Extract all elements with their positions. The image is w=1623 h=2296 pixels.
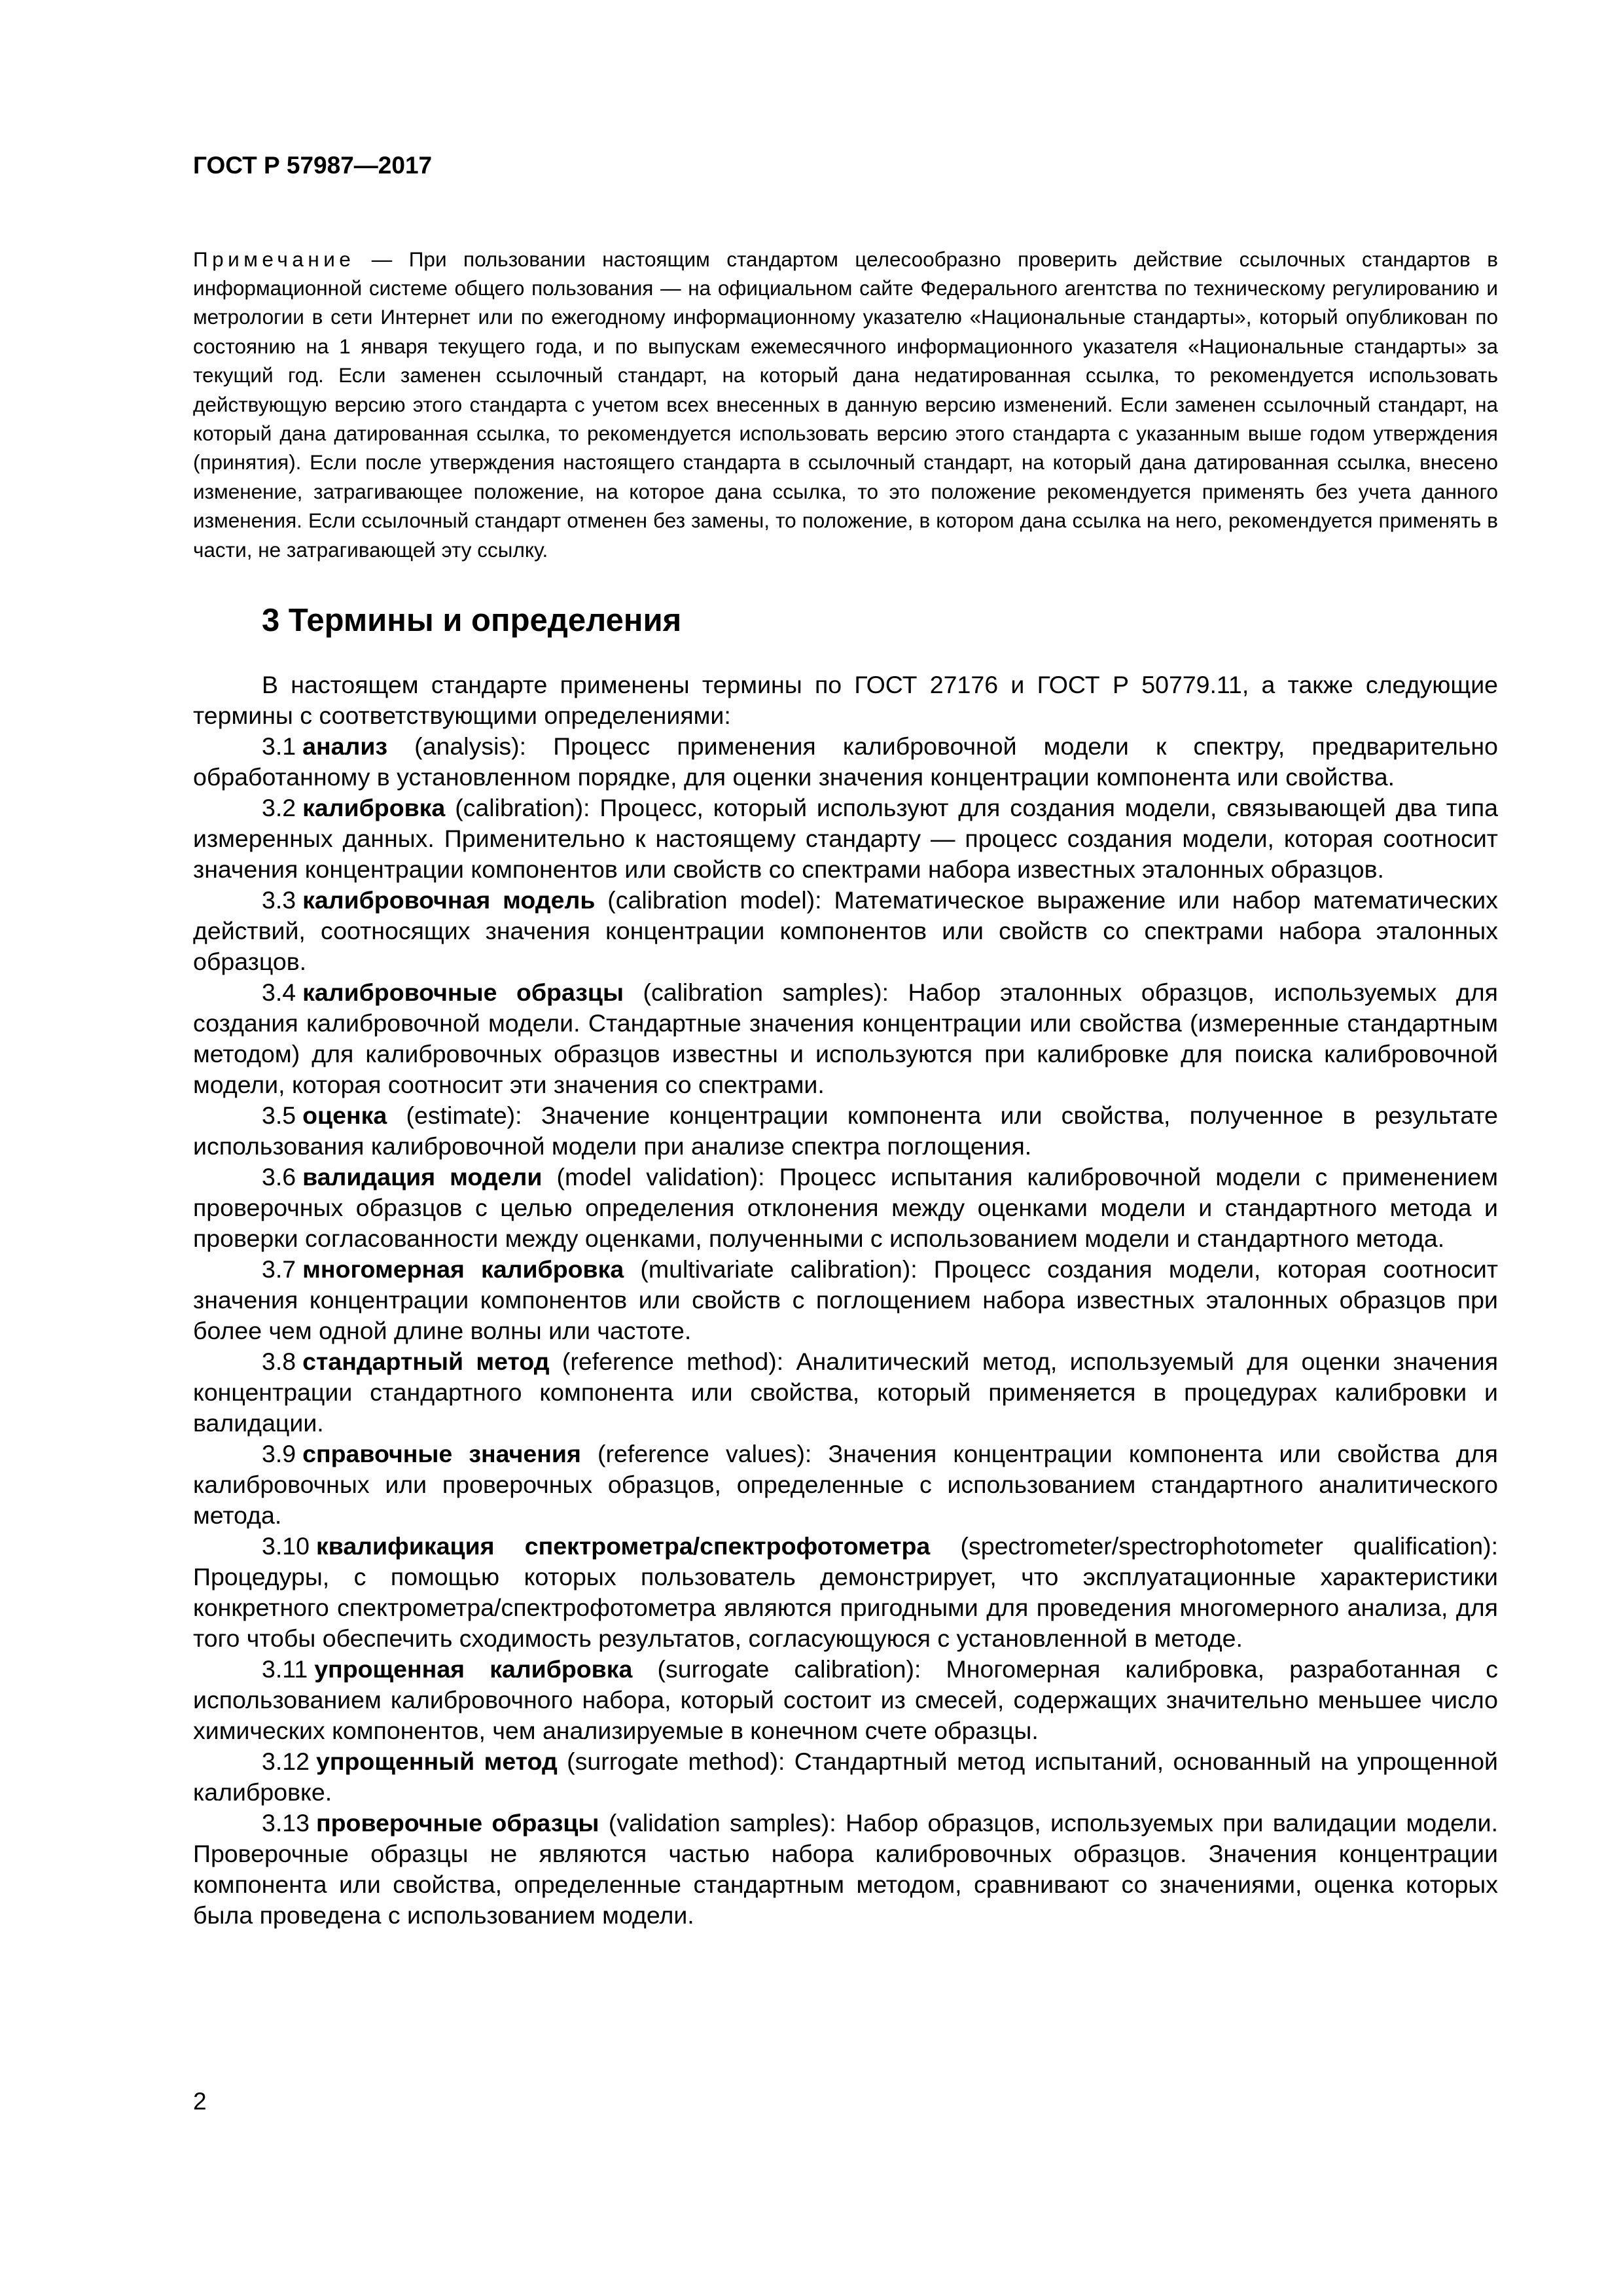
term-number: 3.2 [262,794,296,821]
term-definition [193,1808,1498,1931]
term-text: (reference method): Аналитический метод, используемый для оценки значения концентрации стандартного компонента или свойства, который применяется в процедурах калибровки и валидации. [193,1348,1499,1437]
section-intro: В настоящем стандарте применены термины по ГОСТ 27176 и ГОСТ Р 50779.11, а также следующие термины с соответствующими определениями: [193,671,1498,729]
term-number: 3.9 [262,1440,296,1467]
term-title: справочные значения [302,1440,581,1467]
term-definition [193,731,1498,793]
term-title: валидация модели [302,1163,543,1191]
term-title: оценка [302,1102,387,1129]
term-definition [193,885,1498,977]
term-definition [193,1254,1498,1346]
term-definition [193,1162,1498,1254]
term-text: (model validation): Процесс испытания калибровочной модели с применением проверочных образцов с целью определения отклонения между оценками модели и стандартного метода и проверки согласованности между оценками, полученными с использованием модели и стандартного метода. [193,1163,1498,1252]
term-title: калибровка [302,794,446,821]
term-definition [193,1654,1498,1746]
term-title: стандартный метод [302,1348,550,1375]
note-text: — При пользовании настоящим стандартом целесообразно проверить действие ссылочных стандартов в информационной системе общего пользования — на официальном сайте Федерального агентства по техническому регулированию и метрологии в сети Интернет или по ежегодному информационному указателю «Национальные стандарты», который опубликован по состоянию на 1 января текущего года, и по выпускам ежемесячного информационного указателя «Национальные стандарты» за текущий год. Если заменен ссылочный стандарт, на который дана недатированная ссылка, то рекомендуется использовать действующую версию этого стандарта с учетом всех внесенных в данную версию изменений. Если заменен ссылочный стандарт, на который дана датированная ссылка, то рекомендуется использовать версию этого стандарта с указанным выше годом утверждения (принятия). Если после утверждения настоящего стандарта в ссылочный стандарт, на который дана датированная ссылка, внесено изменение, затрагивающее положение, на которое дана ссылка, то это положение рекомендуется применять без учета данного изменения. Если ссылочный стандарт отменен без замены, то положение, в котором дана ссылка на него, рекомендуется применять в части, не затрагивающей эту ссылку. [193,247,1498,562]
reference-note [193,245,1498,564]
term-number: 3.3 [262,886,296,914]
term-title: калибровочная модель [302,886,596,914]
term-text: (calibration samples): Набор эталонных образцов, используемых для создания калибровочной модели. Стандартные значения концентрации или свойства (измеренные стандартным методом) для калибровочных образцов известны и используются при калибровке для поиска калибровочной модели, которая соотносит эти значения со спектрами. [193,978,1498,1098]
term-number: 3.8 [262,1348,296,1375]
term-number: 3.7 [262,1255,296,1283]
term-number: 3.11 [262,1655,308,1683]
term-number: 3.12 [262,1748,310,1775]
term-text: (estimate): Значение концентрации компонента или свойства, полученное в результате использования калибровочной модели при анализе спектра поглощения. [193,1102,1498,1160]
terms-body [193,670,1498,1931]
term-title: упрощенный метод [316,1748,558,1775]
term-text: (calibration): Процесс, который используют для создания модели, связывающей два типа измеренных данных. Применительно к настоящему стандарту — процесс создания модели, которая соотносит значения концентрации компонентов или свойств со спектрами набора известных эталонных образцов. [193,794,1498,883]
document-code-header: ГОСТ Р 57987—2017 [193,152,433,179]
term-definition [193,1346,1498,1439]
term-text: (surrogate method): Стандартный метод испытаний, основанный на упрощенной калибровке. [193,1748,1498,1806]
term-title: анализ [302,732,388,760]
term-definition [193,793,1498,885]
term-text: (analysis): Процесс применения калибровочной модели к спектру, предварительно обработанному в установленном порядке, для оценки значения концентрации компонента или свойства. [193,732,1498,791]
term-definition [193,1746,1498,1808]
note-label: Примечание [193,247,355,271]
term-number: 3.6 [262,1163,296,1191]
term-text: (multivariate calibration): Процесс создания модели, которая соотносит значения концентрации компонентов или свойств с поглощением набора известных эталонных образцов при более чем одной длине волны или частоте. [193,1255,1498,1344]
term-text: (calibration model): Математическое выражение или набор математических действий, соотносящих значения концентрации компонентов или свойств со спектрами набора эталонных образцов. [193,886,1499,975]
page-number: 2 [193,2088,207,2115]
term-number: 3.13 [262,1809,310,1837]
term-definition [193,1439,1498,1531]
term-number: 3.5 [262,1102,296,1129]
term-number: 3.4 [262,978,296,1006]
term-title: упрощенная калибровка [314,1655,633,1683]
term-title: квалификация спектрометра/спектрофотометра [316,1532,931,1560]
term-number: 3.10 [262,1532,310,1560]
term-text: (spectrometer/spectrophotometer qualification): Процедуры, с помощью которых пользователь демонстрирует, что эксплуатационные характеристики конкретного спектрометра/спектрофотометра являются пригодными для проведения многомерного анализа, для того чтобы обеспечить сходимость результатов, согласующуюся с установленной в методе. [193,1532,1499,1652]
term-title: проверочные образцы [316,1809,599,1837]
term-number: 3.1 [262,732,296,760]
term-text: (surrogate calibration): Многомерная калибровка, разработанная с использованием калибровочного набора, который состоит из смесей, содержащих значительно меньшее число химических компонентов, чем анализируемые в конечном счете образцы. [193,1655,1498,1744]
term-title: многомерная калибровка [302,1255,624,1283]
term-definition [193,977,1498,1100]
term-definition [193,1531,1498,1654]
section-title: 3 Термины и определения [262,603,682,638]
term-text: (validation samples): Набор образцов, используемых при валидации модели. Проверочные образцы не являются частью набора калибровочных образцов. Значения концентрации компонента или свойства, определенные стандартным методом, сравнивают со значениями, оценка которых была проведена с использованием модели. [193,1809,1498,1929]
term-text: (reference values): Значения концентрации компонента или свойства для калибровочных или проверочных образцов, определенные с использованием стандартного аналитического метода. [193,1440,1498,1529]
term-title: калибровочные образцы [302,978,624,1006]
term-definition [193,1100,1498,1162]
